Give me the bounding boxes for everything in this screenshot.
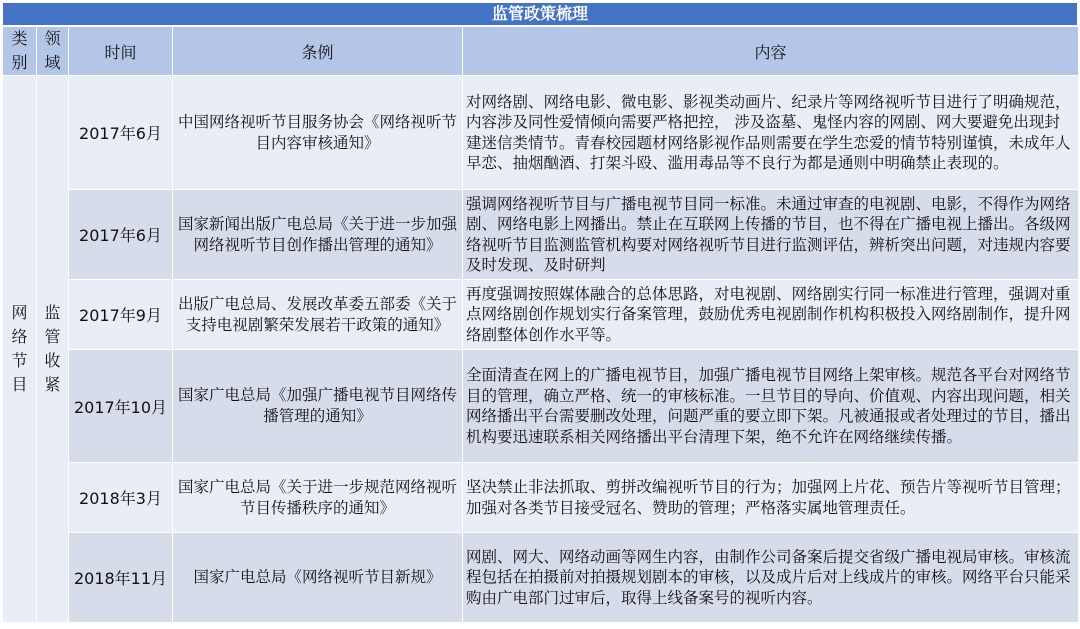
content-cell: 全面清查在网上的广播电视节目，加强广播电视节目网络上架审核。规范各平台对网络节目的管理，确立严格、统一的审核标准。一旦节目的导向、价值观、内容出现问题，相关网络播出平台需要删改处理，问题严重的要立即下架。凡被通报或者处理过的节目，播出机构要迅速联系相关网络播出平台清理下架，绝不允许在网络继续传播。 xyxy=(463,350,1079,463)
time-cell: 2017年10月 xyxy=(69,350,173,463)
time-cell: 2018年11月 xyxy=(69,533,173,623)
header-field: 领域 xyxy=(37,27,69,76)
content-cell: 对网络剧、网络电影、微电影、影视类动画片、纪录片等网络视听节目进行了明确规范，内容涉及同性爱情倾向需要严格把控， 涉及盗墓、鬼怪内容的网剧、网大要避免出现封建迷信类情节。青春校园题材网络影视作品则需要在学生恋爱的情节特别谨慎，未成年人早恋、抽烟酗酒、打架斗殴、滥用毒品等不良行为都是通则中明确禁止表现的。 xyxy=(463,76,1079,190)
field-cell: 监管收紧 xyxy=(37,76,69,623)
table-row xyxy=(3,533,1079,623)
table-row xyxy=(3,463,1079,533)
table-row xyxy=(3,190,1079,280)
header-regulation: 条例 xyxy=(173,27,463,76)
time-cell: 2018年3月 xyxy=(69,463,173,533)
header-category: 类别 xyxy=(3,27,37,76)
content-cell: 强调网络视听节目与广播电视节目同一标准。未通过审查的电视剧、电影，不得作为网络剧、网络电影上网播出。禁止在互联网上传播的节目，也不得在广播电视上播出。各级网络视听节目监测监管机构要对网络视听节目进行监测评估，辨析突出问题，对违规内容要及时发现、及时研判 xyxy=(463,190,1079,280)
regulation-cell: 国家新闻出版广电总局《关于进一步加强网络视听节目创作播出管理的通知》 xyxy=(173,190,463,280)
content-cell: 坚决禁止非法抓取、剪拼改编视听节目的行为；加强网上片花、预告片等视听节目管理；加强对各类节目接受冠名、赞助的管理；严格落实属地管理责任。 xyxy=(463,463,1079,533)
header-content: 内容 xyxy=(463,27,1079,76)
content-cell: 再度强调按照媒体融合的总体思路，对电视剧、网络剧实行同一标准进行管理，强调对重点网络剧创作规划实行备案管理，鼓励优秀电视剧制作机构积极投入网络剧制作，提升网络剧整体创作水平等。 xyxy=(463,280,1079,350)
policy-table-container xyxy=(2,2,1078,623)
header-time: 时间 xyxy=(69,27,173,76)
header-row xyxy=(3,27,1079,76)
table-row xyxy=(3,350,1079,463)
content-cell: 网剧、网大、网络动画等网生内容，由制作公司备案后提交省级广播电视局审核。审核流程包括在拍摄前对拍摄规划剧本的审核，以及成片后对上线成片的审核。网络平台只能采购由广电部门过审后，取得上线备案号的视听内容。 xyxy=(463,533,1079,623)
category-cell: 网络节目 xyxy=(3,76,37,623)
time-cell: 2017年9月 xyxy=(69,280,173,350)
regulation-cell: 国家广电总局《关于进一步规范网络视听节目传播秩序的通知》 xyxy=(173,463,463,533)
policy-table xyxy=(2,26,1079,623)
time-cell: 2017年6月 xyxy=(69,190,173,280)
table-row xyxy=(3,76,1079,190)
regulation-cell: 中国网络视听节目服务协会《网络视听节目内容审核通知》 xyxy=(173,76,463,190)
time-cell: 2017年6月 xyxy=(69,76,173,190)
table-title: 监管政策梳理 xyxy=(2,2,1078,26)
table-row xyxy=(3,280,1079,350)
regulation-cell: 国家广电总局《加强广播电视节目网络传播管理的通知》 xyxy=(173,350,463,463)
regulation-cell: 国家广电总局《网络视听节目新规》 xyxy=(173,533,463,623)
regulation-cell: 出版广电总局、发展改革委五部委《关于支持电视剧繁荣发展若干政策的通知》 xyxy=(173,280,463,350)
